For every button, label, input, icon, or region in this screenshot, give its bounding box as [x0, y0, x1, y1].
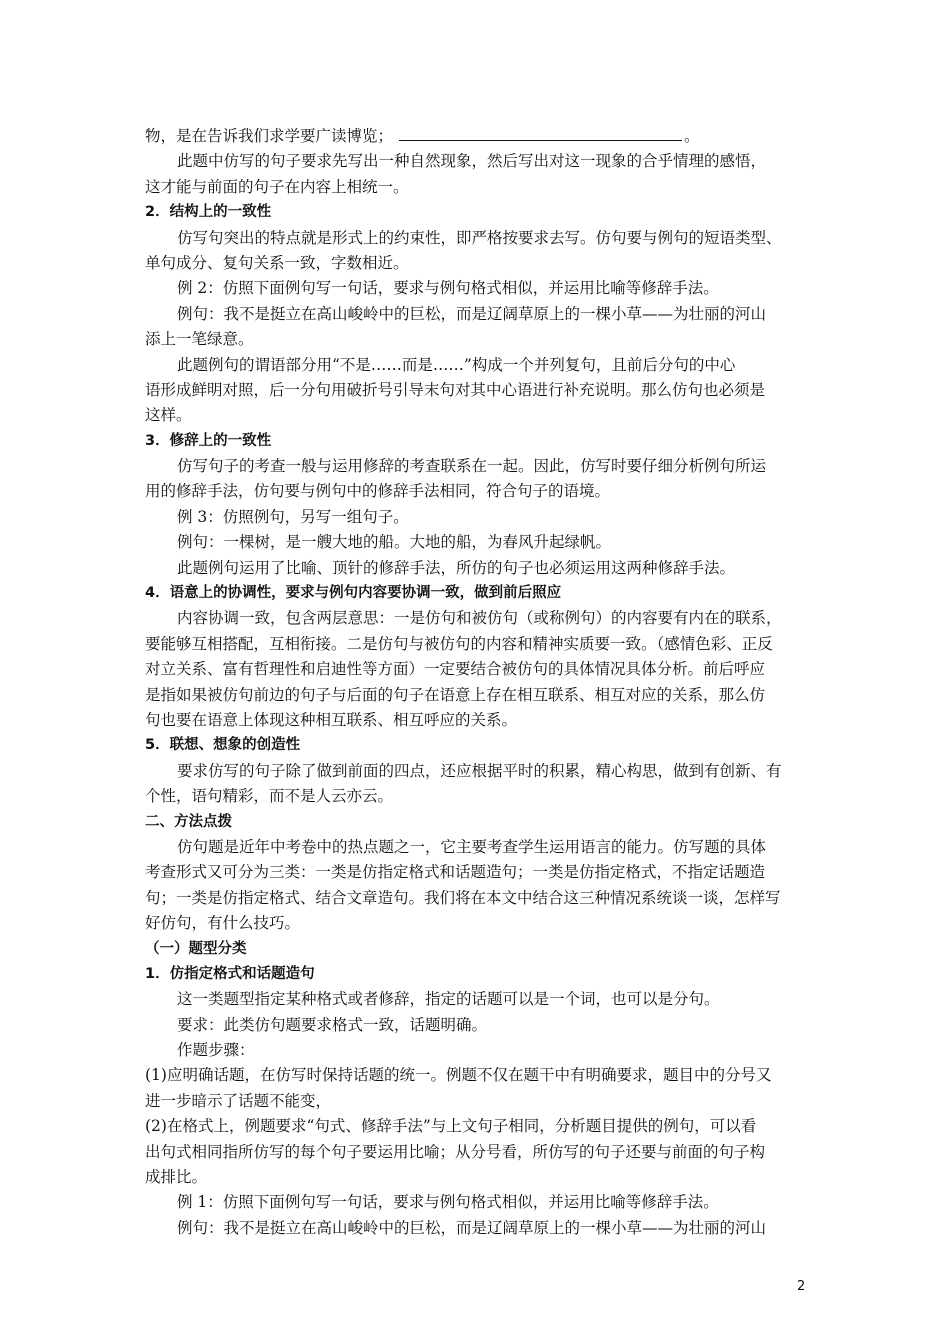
- text-line: 考查形式又可分为三类：一类是仿指定格式和话题造句；一类是仿指定格式，不指定话题造: [145, 863, 766, 882]
- text-line: (1)应明确话题，在仿写时保持话题的统一。例题不仅在题干中有明确要求，题目中的分号又: [145, 1066, 772, 1085]
- paragraph-line: 例句：我不是挺立在高山峻岭中的巨松，而是辽阔草原上的一棵小草——为壮丽的河山: [177, 1218, 767, 1237]
- paragraph-line: 仿句题是近年中考卷中的热点题之一，它主要考查学生运用语言的能力。仿写题的具体: [177, 837, 767, 856]
- paragraph-line: 要求：此类仿句题要求格式一致，话题明确。: [177, 1015, 488, 1034]
- text-line: 进一步暗示了话题不能变，: [145, 1091, 332, 1110]
- text-line: 成排比。: [145, 1168, 208, 1187]
- document-body: [145, 124, 809, 1241]
- section-heading: 5．联想、想象的创造性: [145, 737, 301, 754]
- text-line: 添上一笔绿意。: [145, 330, 254, 349]
- text-line: 这才能与前面的句子在内容上相统一。: [145, 177, 409, 196]
- paragraph-line: 要求仿写的句子除了做到前面的四点，还应根据平时的积累，精心构思，做到有创新、有: [177, 761, 782, 780]
- paragraph-line: 例 1：仿照下面例句写一句话，要求与例句格式相似，并运用比喻等修辞手法。: [177, 1193, 719, 1212]
- paragraph-line: 例 3：仿照例句，另写一组句子。: [177, 507, 409, 526]
- section-heading: （一）题型分类: [145, 940, 247, 957]
- paragraph-line: 例句：我不是挺立在高山峻岭中的巨松，而是辽阔草原上的一棵小草——为壮丽的河山: [177, 304, 767, 323]
- text-line: 要能够互相搭配，互相衔接。二是仿句与被仿句的内容和精神实质要一致。（感情色彩、正反: [145, 634, 773, 653]
- text-line: 出句式相同指所仿写的每个句子要运用比喻；从分号看，所仿写的句子还要与前面的句子构: [145, 1142, 766, 1161]
- paragraph-line: 例句：一棵树，是一艘大地的船。大地的船，为春风升起绿帆。: [177, 533, 612, 552]
- paragraph-line: 仿写句突出的特点就是形式上的约束性，即严格按要求去写。仿句要与例句的短语类型、: [177, 228, 782, 247]
- fill-in-blank: [399, 126, 682, 141]
- text-line: 这样。: [145, 406, 192, 425]
- text-line: 好仿句，有什么技巧。: [145, 914, 301, 933]
- paragraph-line: 这一类题型指定某种格式或者修辞，指定的话题可以是一个词，也可以是分句。: [177, 990, 720, 1009]
- paragraph-line: 例 2：仿照下面例句写一句话，要求与例句格式相似，并运用比喻等修辞手法。: [177, 279, 719, 298]
- section-heading: 1．仿指定格式和话题造句: [145, 965, 315, 982]
- text-line: 物，是在告诉我们求学要广读博览； 。: [145, 127, 700, 145]
- text-line: 个性，语句精彩，而不是人云亦云。: [145, 787, 394, 806]
- paragraph-line: 内容协调一致，包含两层意思：一是仿句和被仿句（或称例句）的内容要有内在的联系，: [177, 609, 782, 628]
- paragraph-line: 此题例句运用了比喻、顶针的修辞手法，所仿的句子也必须运用这两种修辞手法。: [177, 558, 736, 577]
- paragraph-line: 此题例句的谓语部分用“不是……而是……”构成一个并列复句，且前后分句的中心: [177, 355, 736, 374]
- text-line: 对立关系、富有哲理性和启迪性等方面）一定要结合被仿句的具体情况具体分析。前后呼应: [145, 660, 766, 679]
- text-line: 语形成鲜明对照，后一分句用破折号引导末句对其中心语进行补充说明。那么仿句也必须是: [145, 380, 766, 399]
- text-line: 单句成分、复句关系一致，字数相近。: [145, 253, 409, 272]
- text-line: (2)在格式上，例题要求“句式、修辞手法”与上文句子相同，分析题目提供的例句，可以看: [145, 1117, 757, 1136]
- text-line: 句；一类是仿指定格式、结合文章造句。我们将在本文中结合这三种情况系统谈一谈，怎样写: [145, 888, 781, 907]
- page-number: 2: [797, 1279, 806, 1294]
- text-line: 用的修辞手法，仿句要与例句中的修辞手法相同，符合句子的语境。: [145, 482, 611, 501]
- paragraph-line: 作题步骤：: [177, 1041, 255, 1060]
- section-heading: 4．语意上的协调性，要求与例句内容要协调一致，做到前后照应: [145, 585, 562, 602]
- text-line: 句也要在语意上体现这种相互联系、相互呼应的关系。: [145, 710, 518, 729]
- section-heading: 3．修辞上的一致性: [145, 432, 272, 449]
- text-line: 是指如果被仿句前边的句子与后面的句子在语意上存在相互联系、相互对应的关系，那么仿: [145, 685, 766, 704]
- paragraph-line: 此题中仿写的句子要求先写出一种自然现象，然后写出对这一现象的合乎情理的感悟，: [177, 152, 767, 171]
- paragraph-line: 仿写句子的考查一般与运用修辞的考查联系在一起。因此，仿写时要仔细分析例句所运: [177, 457, 767, 476]
- section-heading: 二、方法点拨: [145, 813, 232, 830]
- section-heading: 2．结构上的一致性: [145, 204, 272, 221]
